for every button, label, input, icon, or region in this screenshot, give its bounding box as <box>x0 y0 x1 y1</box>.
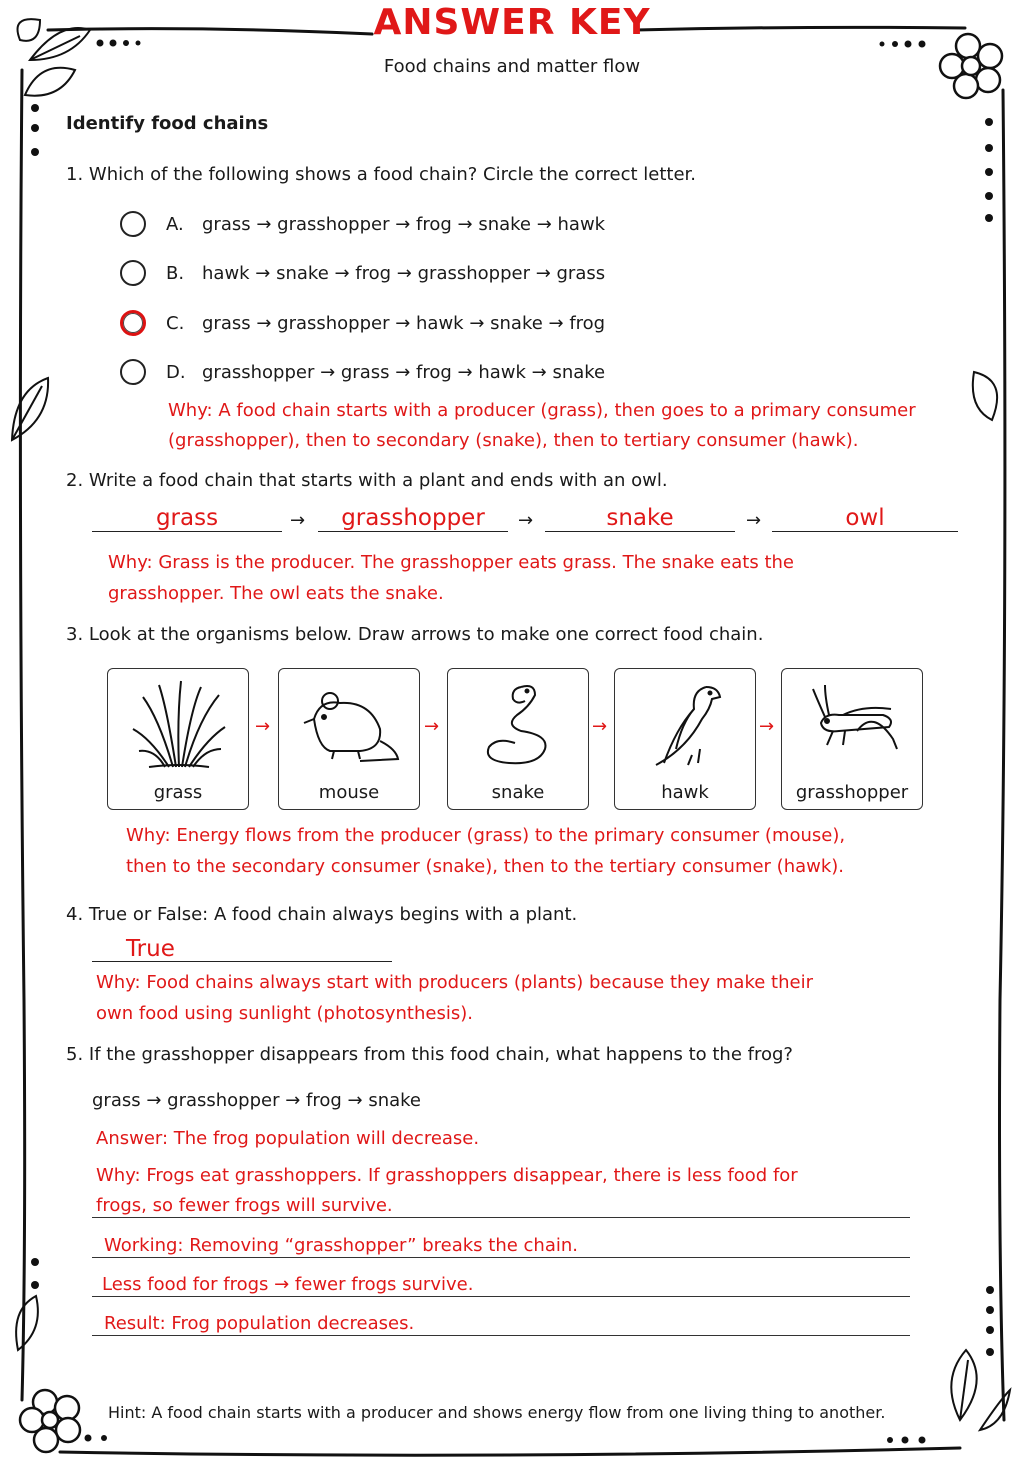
organism-label: grasshopper <box>795 782 909 803</box>
chain-arrow: → <box>424 716 440 737</box>
q3-why-line-2: then to the secondary consumer (snake), then to the tertiary consumer (hawk). <box>126 856 845 877</box>
question-2-prompt: 2. Write a food chain that starts with a plant and ends with an owl. <box>66 470 668 491</box>
option-b[interactable] <box>120 260 605 286</box>
answer-blank-3[interactable]: snake <box>545 503 735 532</box>
hint-text: Hint: A food chain starts with a producer and shows energy flow from one living thing to another. <box>108 1403 886 1422</box>
true-false-answer[interactable]: True <box>92 934 392 962</box>
q5-why-line-2[interactable]: frogs, so fewer frogs will survive. <box>92 1190 910 1218</box>
option-c[interactable] <box>120 310 605 336</box>
q2-why-line-2: grasshopper. The owl eats the snake. <box>108 583 444 604</box>
q5-answer: Answer: The frog population will decrease. <box>96 1128 480 1149</box>
option-radio[interactable] <box>120 260 146 286</box>
question-4-prompt: 4. True or False: A food chain always begins with a plant. <box>66 904 578 925</box>
option-letter: D. <box>166 361 186 383</box>
answer-blank-1[interactable]: grass <box>92 503 282 532</box>
answer-blank-4[interactable]: owl <box>772 503 958 532</box>
page-title: ANSWER KEY <box>373 2 651 43</box>
option-text: grass → grasshopper → frog → snake → hawk <box>202 213 606 235</box>
question-1-prompt: 1. Which of the following shows a food chain? Circle the correct letter. <box>66 164 697 185</box>
chain-arrow: → <box>746 510 762 531</box>
chain-arrow: → <box>592 716 608 737</box>
working-line-3[interactable]: Result: Frog population decreases. <box>92 1308 910 1336</box>
grass-icon <box>129 679 229 769</box>
organism-label: hawk <box>661 782 709 803</box>
answer-blank-2[interactable]: grasshopper <box>318 503 508 532</box>
q2-why-line-1: Why: Grass is the producer. The grasshopper eats grass. The snake eats the <box>108 552 794 573</box>
option-d[interactable] <box>120 359 605 385</box>
working-line-1[interactable]: Working: Removing “grasshopper” breaks the chain. <box>92 1230 910 1258</box>
organism-label: grass <box>153 782 203 803</box>
q5-food-chain: grass → grasshopper → frog → snake <box>92 1090 422 1111</box>
q4-why-line-1: Why: Food chains always start with producers (plants) because they make their <box>96 972 813 993</box>
option-letter: A. <box>166 213 184 235</box>
working-line-2[interactable]: Less food for frogs → fewer frogs survive. <box>92 1269 910 1297</box>
flower-icon <box>20 1390 80 1452</box>
q3-why-line-1: Why: Energy flows from the producer (grass) to the primary consumer (mouse), <box>126 825 846 846</box>
option-letter: B. <box>166 262 185 284</box>
q4-why-line-2: own food using sunlight (photosynthesis). <box>96 1003 473 1024</box>
option-a[interactable] <box>120 211 605 237</box>
organism-card-hawk[interactable] <box>614 668 756 810</box>
mouse-icon <box>300 679 400 769</box>
chain-arrow: → <box>518 510 534 531</box>
organism-card-grass[interactable] <box>107 668 249 810</box>
organism-card-snake[interactable] <box>447 668 589 810</box>
option-radio-selected[interactable] <box>120 310 146 336</box>
question-5-prompt: 5. If the grasshopper disappears from this food chain, what happens to the frog? <box>66 1044 793 1065</box>
option-radio[interactable] <box>120 211 146 237</box>
option-radio[interactable] <box>120 359 146 385</box>
organism-card-grasshopper[interactable] <box>781 668 923 810</box>
option-text: grasshopper → grass → frog → hawk → snake <box>202 361 606 383</box>
snake-icon <box>469 679 569 769</box>
q1-why-line-2: (grasshopper), then to secondary (snake), then to tertiary consumer (hawk). <box>168 430 859 451</box>
section-title: Identify food chains <box>66 113 269 134</box>
organism-label: snake <box>491 782 545 803</box>
page-subtitle: Food chains and matter flow <box>383 56 641 77</box>
question-3-prompt: 3. Look at the organisms below. Draw arrows to make one correct food chain. <box>66 624 764 645</box>
grasshopper-icon <box>803 679 903 769</box>
organism-label: mouse <box>318 782 380 803</box>
option-text: grass → grasshopper → hawk → snake → frog <box>202 312 606 334</box>
option-text: hawk → snake → frog → grasshopper → grass <box>202 262 606 284</box>
chain-arrow: → <box>759 716 775 737</box>
q5-why-line-1: Why: Frogs eat grasshoppers. If grasshoppers disappear, there is less food for <box>96 1165 798 1186</box>
option-letter: C. <box>166 312 185 334</box>
q1-why-line-1: Why: A food chain starts with a producer (grass), then goes to a primary consumer <box>168 400 916 421</box>
chain-arrow: → <box>255 716 271 737</box>
organism-card-mouse[interactable] <box>278 668 420 810</box>
chain-arrow: → <box>290 510 306 531</box>
hawk-icon <box>636 679 736 769</box>
